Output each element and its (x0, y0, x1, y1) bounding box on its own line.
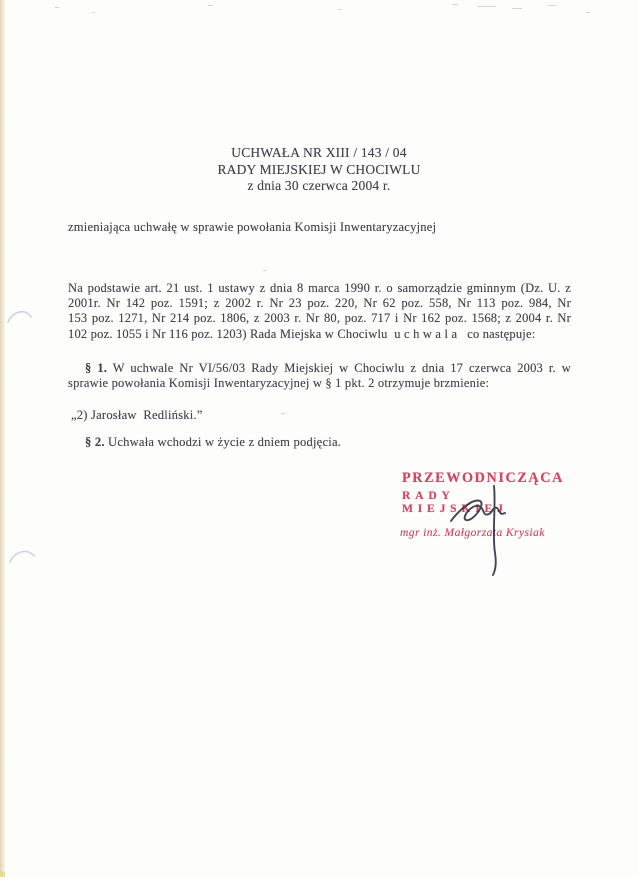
title-line-date: z dnia 30 czerwca 2004 r. (247, 178, 391, 193)
section-1-line (68, 361, 571, 376)
official-stamp (402, 470, 562, 539)
margin-pen-mark (4, 300, 38, 332)
section-1-paragraph (68, 361, 571, 392)
legal-line: 153 poz. 1271, Nr 214 poz. 1806, z 2003 r. Nr 80, poz. 717 i Nr 162 poz. 1568; z 2004 r. Nr (68, 311, 571, 326)
section-1-line: sprawie powołania Komisji Inwentaryzacyjnej w § 1 pkt. 2 otrzymuje brzmienie: (68, 376, 490, 391)
scan-corner-speck (0, 871, 5, 877)
section-2-paragraph (85, 435, 341, 450)
margin-pen-mark (7, 542, 41, 574)
title-line-number: UCHWAŁA NR XIII / 143 / 04 (231, 145, 407, 160)
legal-line: 102 poz. 1055 i Nr 116 poz. 1203) Rada Miejska w Chociwlu u c h w a l a co następuje: (68, 326, 536, 341)
section-1-text: W uchwale Nr VI/56/03 Rady Miejskiej w Chociwlu z dnia 17 czerwca 2003 r. w (107, 361, 571, 375)
scan-edge-shadow (0, 0, 7, 877)
title-line-authority: RADY MIEJSKIEJ W CHOCIWLU (217, 161, 421, 177)
subject-line: zmieniająca uchwałę w sprawie powołania Komisji Inwentaryzacyjnej (68, 220, 437, 234)
document-title (0, 145, 638, 195)
section-1-label: § 1. (85, 361, 108, 375)
legal-line: 2001r. Nr 142 poz. 1591; z 2002 r. Nr 23 poz. 220, Nr 62 poz. 558, Nr 113 poz. 984, Nr (68, 296, 571, 311)
stamp-title-line: PRZEWODNICZĄCA (402, 470, 564, 486)
legal-line: Na podstawie art. 21 ust. 1 ustawy z dnia 8 marca 1990 r. o samorządzie gminnym (Dz. U. z (68, 281, 571, 295)
stamp-signatory-name: mgr inż. Małgorzata Krysiak (400, 526, 545, 539)
section-2-label: § 2. (85, 435, 105, 449)
stamp-authority-line: RADY MIEJSKIEJ (402, 489, 508, 515)
section-2-text: Uchwała wchodzi w życie z dniem podjęcia. (104, 435, 342, 449)
quoted-appointment-line: „2) Jarosław Redliński.” (71, 408, 203, 422)
legal-basis-paragraph (68, 281, 571, 342)
